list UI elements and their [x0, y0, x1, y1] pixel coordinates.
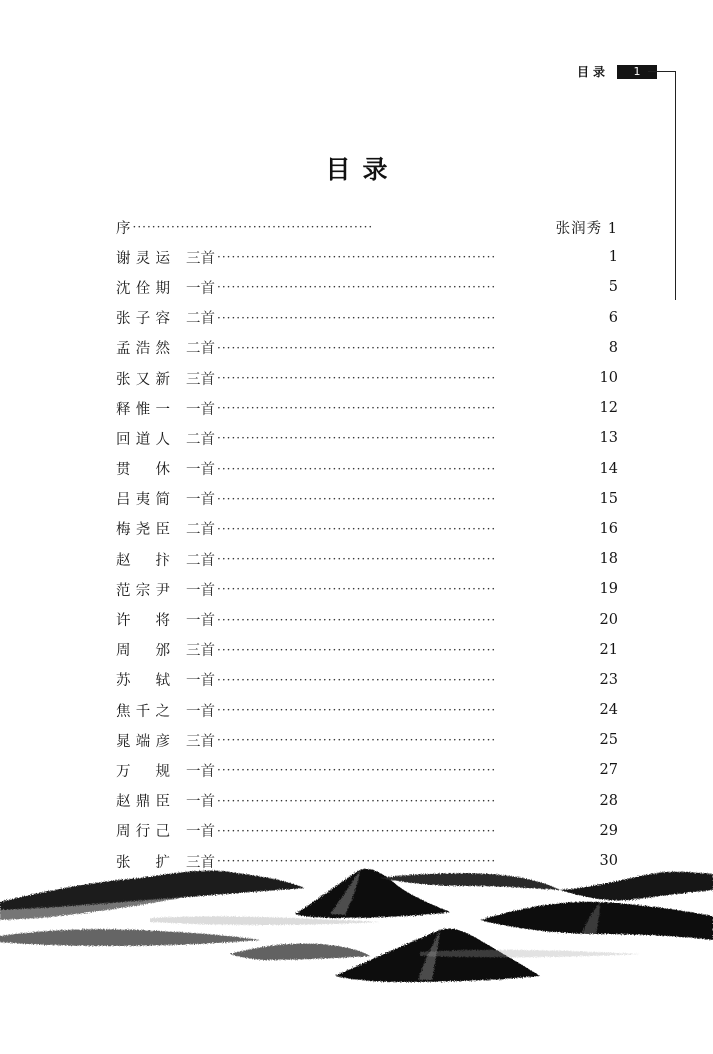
toc-leader: ·························································· [217, 643, 497, 656]
toc-page-number: 29 [599, 822, 618, 839]
page-number-badge: 1 [617, 65, 657, 79]
toc-row[interactable] [116, 725, 618, 755]
toc-row[interactable] [116, 272, 618, 302]
toc-author: 张又新 [116, 371, 170, 388]
toc-page-number: 25 [599, 732, 618, 749]
toc-author: 范宗尹 [116, 582, 170, 599]
toc-row[interactable] [116, 333, 618, 363]
toc-row[interactable] [116, 695, 618, 725]
toc-poem-count: 二首 [186, 311, 215, 328]
toc-leader: ·························································· [217, 311, 497, 324]
toc-author: 梅尧臣 [116, 522, 170, 539]
toc-author: 赵鼎臣 [116, 794, 170, 811]
toc-page-number: 6 [608, 309, 618, 326]
page-title: 目录 [325, 155, 400, 184]
toc-author: 吕夷简 [116, 492, 170, 509]
toc-list [116, 212, 618, 876]
toc-row[interactable] [116, 242, 618, 272]
toc-row[interactable] [116, 484, 618, 514]
toc-page-number: 16 [599, 520, 618, 537]
toc-page-number: 27 [599, 762, 618, 779]
toc-poem-count: 三首 [186, 250, 215, 267]
toc-row[interactable] [116, 755, 618, 785]
toc-preface-page: 张润秀 1 [555, 220, 618, 237]
toc-leader: ·························································· [217, 341, 497, 354]
toc-poem-count: 一首 [186, 763, 215, 780]
toc-poem-count: 二首 [186, 431, 215, 448]
toc-preface-label: 序 [116, 220, 131, 237]
toc-author: 许 将 [116, 613, 170, 630]
toc-author: 孟浩然 [116, 341, 170, 358]
toc-page-number: 15 [599, 490, 618, 507]
toc-page-number: 20 [599, 611, 618, 628]
toc-author: 赵 抃 [116, 552, 170, 569]
toc-leader: ·························································· [217, 372, 497, 385]
running-header [577, 64, 657, 80]
toc-author: 苏 轼 [116, 673, 170, 690]
toc-leader: ·························································· [217, 553, 497, 566]
toc-author: 释惟一 [116, 401, 170, 418]
toc-poem-count: 一首 [186, 794, 215, 811]
toc-author: 张子容 [116, 311, 170, 328]
toc-row[interactable] [116, 454, 618, 484]
toc-leader: ·························································· [217, 673, 497, 686]
toc-poem-count: 一首 [186, 703, 215, 720]
toc-leader: ·························································· [217, 613, 497, 626]
toc-page-number: 28 [599, 792, 618, 809]
toc-leader: ·························································· [217, 522, 497, 535]
toc-leader: ·························································· [217, 583, 497, 596]
toc-leader: ·························································· [217, 734, 497, 747]
toc-author: 焦千之 [116, 703, 170, 720]
toc-page-number: 30 [599, 853, 618, 870]
header-rule-horizontal [648, 71, 676, 72]
toc-leader: ·························································· [217, 432, 497, 445]
toc-page-number: 8 [608, 339, 618, 356]
toc-poem-count: 三首 [186, 733, 215, 750]
toc-leader: ·························································· [217, 794, 497, 807]
toc-row[interactable] [116, 604, 618, 634]
toc-author: 沈佺期 [116, 280, 170, 297]
toc-page-number: 5 [608, 279, 618, 296]
running-title: 目录 [577, 65, 610, 79]
toc-row[interactable] [116, 786, 618, 816]
toc-leader: ·················································· [132, 221, 374, 234]
toc-poem-count: 二首 [186, 522, 215, 539]
toc-author: 回道人 [116, 431, 170, 448]
toc-poem-count: 三首 [186, 371, 215, 388]
toc-page-number: 24 [599, 702, 618, 719]
toc-author: 万 规 [116, 763, 170, 780]
toc-leader: ·························································· [217, 824, 497, 837]
toc-poem-count: 一首 [186, 613, 215, 630]
toc-row[interactable] [116, 423, 618, 453]
toc-row[interactable] [116, 665, 618, 695]
toc-leader: ·························································· [217, 764, 497, 777]
toc-poem-count: 二首 [186, 341, 215, 358]
toc-leader: ·························································· [217, 462, 497, 475]
toc-poem-count: 一首 [186, 492, 215, 509]
toc-author: 贯 休 [116, 462, 170, 479]
toc-poem-count: 一首 [186, 673, 215, 690]
toc-poem-count: 一首 [186, 582, 215, 599]
toc-poem-count: 一首 [186, 401, 215, 418]
toc-poem-count: 三首 [186, 643, 215, 660]
toc-row[interactable] [116, 393, 618, 423]
toc-poem-count: 一首 [186, 462, 215, 479]
toc-page-number: 14 [599, 460, 618, 477]
toc-page-number: 10 [599, 370, 618, 387]
toc-page-number: 19 [599, 581, 618, 598]
toc-poem-count: 一首 [186, 824, 215, 841]
ink-mountains-illustration [0, 830, 713, 1000]
toc-row[interactable] [116, 635, 618, 665]
toc-row[interactable] [116, 514, 618, 544]
toc-author: 周行己 [116, 824, 170, 841]
toc-leader: ·························································· [217, 402, 497, 415]
toc-author: 谢灵运 [116, 250, 170, 267]
toc-page-number: 13 [599, 430, 618, 447]
toc-author: 周 邠 [116, 643, 170, 660]
toc-entries [116, 242, 618, 876]
toc-author: 张 扩 [116, 854, 170, 871]
toc-row[interactable] [116, 574, 618, 604]
toc-author: 晁端彦 [116, 733, 170, 750]
toc-poem-count: 三首 [186, 854, 215, 871]
toc-row[interactable] [116, 363, 618, 393]
toc-leader: ·························································· [217, 855, 497, 868]
toc-page-number: 23 [599, 671, 618, 688]
toc-leader: ·························································· [217, 492, 497, 505]
toc-poem-count: 一首 [186, 280, 215, 297]
toc-page-number: 18 [599, 551, 618, 568]
toc-row[interactable] [116, 303, 618, 333]
toc-poem-count: 二首 [186, 552, 215, 569]
toc-page-number: 12 [599, 400, 618, 417]
toc-leader: ·························································· [217, 251, 497, 264]
toc-row-preface[interactable] [116, 212, 618, 242]
toc-page-number: 1 [608, 249, 618, 266]
toc-leader: ·························································· [217, 704, 497, 717]
toc-leader: ·························································· [217, 281, 497, 294]
toc-page-number: 21 [599, 641, 618, 658]
toc-row[interactable] [116, 544, 618, 574]
